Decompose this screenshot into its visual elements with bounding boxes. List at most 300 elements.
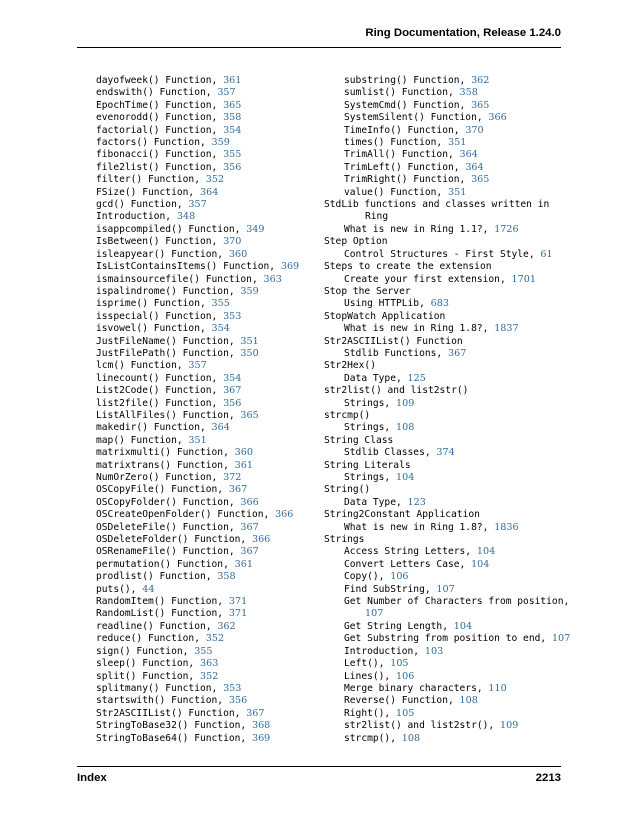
index-entry [96,633,318,645]
index-entry [324,646,564,658]
index-entry-text: startswith() Function, [96,695,224,707]
index-page-link[interactable]: 107 [365,608,384,620]
index-entry-text: Step Option [324,236,388,248]
index-entry [324,323,564,335]
index-entry-text: endswith() Function, [96,87,212,99]
index-entry [324,162,564,174]
index-entry [96,298,318,310]
index-page-link[interactable]: 367 [228,484,248,496]
index-page-link[interactable]: 367 [246,707,265,719]
index-entry-text: Str2Hex() [324,360,376,372]
index-entry [96,373,318,385]
index-page-link[interactable]: 125 [407,372,426,384]
index-page-link[interactable]: 106 [396,670,415,682]
index-entry [324,509,564,521]
index-entry [96,360,318,372]
footer-page-number: 2213 [535,772,561,784]
index-entry [96,87,318,99]
index-page-link[interactable]: 108 [401,732,421,744]
index-page-link[interactable]: 109 [396,397,415,409]
index-page-link[interactable]: 350 [240,347,259,359]
index-entry-text: JustFilePath() Function, [96,347,235,359]
index-entry-text: strcmp() [324,409,371,421]
index-page-link[interactable]: 44 [142,583,155,595]
index-entry [96,100,318,112]
index-page-link[interactable]: 371 [228,608,248,620]
index-entry [324,497,564,509]
index-page-link[interactable]: 348 [176,211,196,223]
index-entry [96,435,318,447]
index-page-link[interactable]: 1701 [511,273,536,285]
index-entry [324,199,564,211]
index-entry-text: file2list() Function, [96,161,218,173]
index-entry [96,720,318,732]
index-entry [324,584,564,596]
index-entry-text: isleapyear() Function, [96,248,224,260]
index-entry [324,311,564,323]
index-entry-text: OSRenameFile() Function, [96,546,235,558]
index-entry [324,360,564,372]
index-entry-text: makedir() Function, [96,422,206,434]
index-entry [96,112,318,124]
index-entry-text: substring() Function, [344,75,466,86]
index-entry-text: factors() Function, [96,137,206,149]
index-entry-text: StringToBase32() Function, [96,720,247,732]
index-entry-text: FSize() Function, [96,186,195,198]
index-entry [96,75,318,87]
index-entry [96,460,318,472]
index-page-link[interactable]: 351 [240,335,259,347]
index-entry [324,695,564,707]
index-page-link[interactable]: 109 [499,720,519,732]
index-page-link[interactable]: 352 [205,633,225,645]
header-rule [77,47,561,48]
index-page-link[interactable]: 352 [199,670,219,682]
index-entry-text: Steps to create the extension [324,261,492,273]
footer-rule [77,766,561,767]
index-entry-text: RandomList() Function, [96,608,224,620]
index-entry [96,708,318,720]
index-entry [324,174,564,186]
index-page-link[interactable]: 360 [234,447,253,459]
index-page-link[interactable]: 368 [251,720,271,732]
index-entry-text: String Class [324,434,394,446]
index-page-link[interactable]: 110 [488,682,507,694]
index-entry [324,422,564,434]
index-page-link[interactable]: 364 [199,186,219,198]
index-entry [96,162,318,174]
index-entry-text: OSCopyFolder() Function, [96,496,235,508]
index-page-link[interactable]: 353 [223,310,242,322]
index-page-link[interactable]: 370 [465,124,484,136]
index-entry-text: What is new in Ring 1.8?, [344,323,489,335]
index-entry [96,522,318,534]
index-entry-text: Strings, [344,472,391,483]
index-page-link[interactable]: 104 [396,472,415,483]
index-entry-text: reduce() Function, [96,633,200,645]
index-page-link[interactable]: 354 [223,124,242,136]
index-entry-text: Access String Letters, [344,546,472,558]
index-entry-text: sumlist() Function, [344,87,454,99]
index-page-link[interactable]: 351 [447,186,467,198]
index-entry-text: Lines(), [344,670,391,682]
index-entry-text: lcm() Function, [96,360,183,372]
index-entry [96,348,318,360]
index-page-link[interactable]: 1837 [494,323,519,335]
index-page-link[interactable]: 351 [447,137,467,149]
index-page-link[interactable]: 358 [217,571,236,583]
index-entry-text: factorial() Function, [96,124,218,136]
index-entry [96,608,318,620]
index-entry [324,571,564,583]
index-right-column [324,75,571,745]
index-entry [96,385,318,397]
index-entry [324,460,564,472]
index-entry [324,149,564,161]
index-page-link[interactable]: 105 [390,658,409,670]
index-page-link[interactable]: 351 [188,434,207,446]
index-page-link[interactable]: 367 [447,347,467,359]
index-entry-text: Reverse() Function, [344,695,454,707]
index-entry [96,484,318,496]
index-entry [324,286,564,298]
index-entry [96,261,318,273]
index-left-column [96,75,318,745]
index-entry-text: String() [324,484,371,496]
index-entry [96,149,318,161]
index-entry [324,410,564,422]
index-page-link[interactable]: 361 [234,459,253,471]
index-entry [96,584,318,596]
index-entry [324,608,564,620]
index-entry-text: list2file() Function, [96,397,218,409]
index-page-link[interactable]: 358 [223,112,242,124]
index-page-link[interactable]: 362 [471,75,490,86]
index-entry-text: Merge binary characters, [344,682,483,694]
index-entry [96,472,318,484]
index-page-link[interactable]: 365 [471,99,490,111]
index-entry [324,708,564,720]
index-entry [96,174,318,186]
index-entry-text: split() Function, [96,670,195,682]
index-page-link[interactable]: 104 [471,558,490,570]
index-entry-text: TrimAll() Function, [344,149,454,161]
index-entry-text: strcmp(), [344,732,396,744]
index-entry [324,224,564,236]
index-entry-text: Get Substring from position to end, [344,633,547,645]
index-entry-text: prodlist() Function, [96,571,212,583]
index-entry [324,385,564,397]
index-entry [324,249,564,261]
index-entry [324,100,564,112]
index-page-link[interactable]: 365 [240,409,259,421]
index-entry-text: matrixmulti() Function, [96,447,229,459]
index-page-link[interactable]: 369 [251,732,271,744]
index-entry-text: Strings [324,534,365,546]
index-entry-text: Right(), [344,707,391,719]
index-page-link[interactable]: 366 [275,509,294,521]
index-entry [324,75,564,87]
index-entry [96,683,318,695]
index-entry [96,497,318,509]
index-entry [324,522,564,534]
index-entry [96,646,318,658]
index-page-link[interactable]: 104 [476,546,496,558]
index-entry-text: Convert Letters Case, [344,558,466,570]
index-page-link[interactable]: 367 [240,521,259,533]
index-page-link[interactable]: 372 [223,472,242,483]
index-entry [96,137,318,149]
index-entry-text: Str2ASCIIList() Function, [96,707,241,719]
index-entry-text: ListAllFiles() Function, [96,409,235,421]
index-page-link[interactable]: 363 [263,273,282,285]
index-entry-text: TimeInfo() Function, [344,124,460,136]
index-entry-text: isappcompiled() Function, [96,223,241,235]
index-page-link[interactable]: 355 [223,149,242,161]
index-page-link[interactable]: 355 [211,298,230,310]
index-entry-text: times() Function, [344,137,443,149]
index-entry [324,596,570,608]
index-entry-text: TrimLeft() Function, [344,161,460,173]
index-entry-text: Create your first extension, [344,273,506,285]
index-entry-text: dayofweek() Function, [96,75,218,86]
index-entry [96,447,318,459]
index-entry [324,720,564,732]
index-entry [324,274,564,286]
index-page-link[interactable]: 355 [194,645,213,657]
index-page-link[interactable]: 356 [228,695,248,707]
index-entry [96,534,318,546]
index-page-link[interactable]: 374 [436,447,455,459]
index-entry-text: StopWatch Application [324,310,446,322]
index-entry [96,311,318,323]
index-entry [96,199,318,211]
index-entry-text: Introduction, [344,645,420,657]
index-page-link[interactable]: 683 [430,298,449,310]
index-entry [96,323,318,335]
index-entry [324,671,564,683]
index-entry [96,422,318,434]
index-entry-text: Control Structures - First Style, [344,248,535,260]
index-page-link[interactable]: 367 [223,385,242,397]
index-entry [324,112,564,124]
index-entry-text: isprime() Function, [96,298,206,310]
index-page-link[interactable]: 371 [228,596,248,608]
index-entry [324,211,564,223]
index-entry-text: SystemSilent() Function, [344,112,483,124]
index-page-link[interactable]: 361 [234,558,253,570]
index-entry-text: IsBetween() Function, [96,236,218,248]
index-entry [324,472,564,484]
index-entry-text: ispalindrome() Function, [96,285,235,297]
index-page-link[interactable]: 364 [465,161,484,173]
index-page-link[interactable]: 370 [223,236,242,248]
index-entry-text: SystemCmd() Function, [344,99,466,111]
index-entry-text: Str2ASCIIList() Function [324,335,463,347]
index-entry [324,683,564,695]
index-entry-text: fibonacci() Function, [96,149,218,161]
index-entry-text: splitmany() Function, [96,682,218,694]
index-page-link[interactable]: 1836 [494,521,519,533]
index-entry-text: str2list() and list2str(), [344,720,495,732]
index-entry-text: isspecial() Function, [96,310,218,322]
index-entry-text: Stdlib Functions, [344,347,443,359]
index-entry [324,298,564,310]
index-entry [96,559,318,571]
index-page-link[interactable]: 123 [407,496,426,508]
index-entry-text: List2Code() Function, [96,385,218,397]
index-page-link[interactable]: 366 [240,496,259,508]
index-page-link[interactable]: 103 [424,645,444,657]
index-entry [324,546,564,558]
index-entry [96,336,318,348]
index-entry [96,249,318,261]
index-entry [96,410,318,422]
index-entry [324,447,564,459]
index-entry [324,398,564,410]
index-entry-text: Ring [365,211,389,223]
index-page-link[interactable]: 61 [540,248,553,260]
index-page-link[interactable]: 363 [199,658,219,670]
index-page-link[interactable]: 362 [217,620,236,632]
index-entry-text: StdLib functions and classes written in [324,199,550,211]
index-entry [96,671,318,683]
index-entry-text: OSDeleteFolder() Function, [96,534,247,546]
index-entry-text: permutation() Function, [96,558,229,570]
index-entry-text: str2list() and list2str() [324,385,469,397]
index-entry-text: String Literals [324,459,411,471]
index-page-link[interactable]: 357 [188,199,207,211]
index-entry [96,398,318,410]
index-page-link[interactable]: 356 [223,397,242,409]
index-entry [324,373,564,385]
index-entry-text: TrimRight() Function, [344,174,466,186]
index-entry-text: Strings, [344,397,391,409]
index-entry-text: JustFileName() Function, [96,335,235,347]
index-page-link[interactable]: 1726 [494,223,519,235]
index-page-link[interactable]: 356 [223,161,242,173]
index-page-link[interactable]: 360 [228,248,248,260]
index-entry [96,695,318,707]
index-entry [96,224,318,236]
index-page-link[interactable]: 354 [223,372,242,384]
index-page-link[interactable]: 361 [223,75,242,86]
index-entry-text: StringToBase64() Function, [96,732,247,744]
index-entry [96,733,318,745]
index-page-link[interactable]: 105 [396,707,415,719]
index-entry-text: Introduction, [96,211,172,223]
index-entry-text: isvowel() Function, [96,323,206,335]
index-page-link[interactable]: 104 [453,620,473,632]
footer-section-label: Index [77,772,107,784]
index-entry-text: Left(), [344,658,385,670]
index-page-link[interactable]: 359 [211,137,230,149]
index-entry [324,733,564,745]
index-page-link[interactable]: 357 [217,87,236,99]
index-entry-text: Get Number of Characters from position, [344,596,570,608]
index-page-link[interactable]: 106 [390,571,409,583]
index-page-link[interactable]: 364 [211,422,230,434]
index-page-link[interactable]: 349 [246,223,265,235]
index-entry [324,187,564,199]
index-entry-text: sign() Function, [96,645,189,657]
index-entry [96,274,318,286]
index-entry [96,596,318,608]
index-entry [96,211,318,223]
index-entry-text: matrixtrans() Function, [96,459,229,471]
index-entry-text: Stop the Server [324,285,411,297]
index-entry [96,571,318,583]
index-page-link[interactable]: 366 [251,534,271,546]
index-entry [96,546,318,558]
index-page-link[interactable]: 365 [471,174,490,186]
index-page-link[interactable]: 358 [459,87,478,99]
index-entry [324,348,564,360]
index-entry-text: Stdlib Classes, [344,447,431,459]
index-entry [96,125,318,137]
index-page-link[interactable]: 367 [240,546,259,558]
index-entry [96,621,318,633]
index-entry [324,125,564,137]
index-entry [324,633,571,645]
index-entry [324,87,564,99]
index-page-link[interactable]: 369 [280,261,300,273]
index-entry-text: RandomItem() Function, [96,596,224,608]
index-entry [96,236,318,248]
index-entry [324,559,564,571]
index-page-link[interactable]: 107 [551,633,571,645]
index-entry-text: OSDeleteFile() Function, [96,521,235,533]
index-page-link[interactable]: 359 [240,285,259,297]
index-entry-text: readline() Function, [96,620,212,632]
index-entry [96,658,318,670]
index-entry-text: Using HTTPLib, [344,298,425,310]
index-entry-text: evenorodd() Function, [96,112,218,124]
index-entry [96,286,318,298]
index-entry-text: EpochTime() Function, [96,99,218,111]
index-entry [324,336,564,348]
index-entry-text: OSCopyFile() Function, [96,484,224,496]
index-entry-text: value() Function, [344,186,443,198]
index-page-link[interactable]: 108 [396,422,415,434]
index-entry-text: Data Type, [344,496,402,508]
index-page-link[interactable]: 357 [188,360,207,372]
index-entry [324,658,564,670]
index-entry-text: What is new in Ring 1.8?, [344,521,489,533]
index-entry-text: Copy(), [344,571,385,583]
index-entry [96,509,318,521]
index-page-link[interactable]: 353 [223,682,242,694]
index-entry-text: gcd() Function, [96,199,183,211]
index-page-link[interactable]: 107 [436,583,455,595]
index-entry [324,435,564,447]
index-entry-text: linecount() Function, [96,372,218,384]
index-entry-text: Strings, [344,422,391,434]
index-page-link[interactable]: 354 [211,323,230,335]
index-page-link[interactable]: 366 [488,112,507,124]
index-page-link[interactable]: 365 [223,99,242,111]
index-entry [324,621,564,633]
index-entry [96,187,318,199]
index-page-link[interactable]: 108 [459,695,478,707]
index-page-link[interactable]: 352 [205,174,225,186]
index-entry [324,137,564,149]
index-entry-text: OSCreateOpenFolder() Function, [96,509,270,521]
index-entry-text: sleep() Function, [96,658,195,670]
index-entry-text: puts(), [96,583,137,595]
index-entry-text: map() Function, [96,434,183,446]
index-page-link[interactable]: 364 [459,149,478,161]
